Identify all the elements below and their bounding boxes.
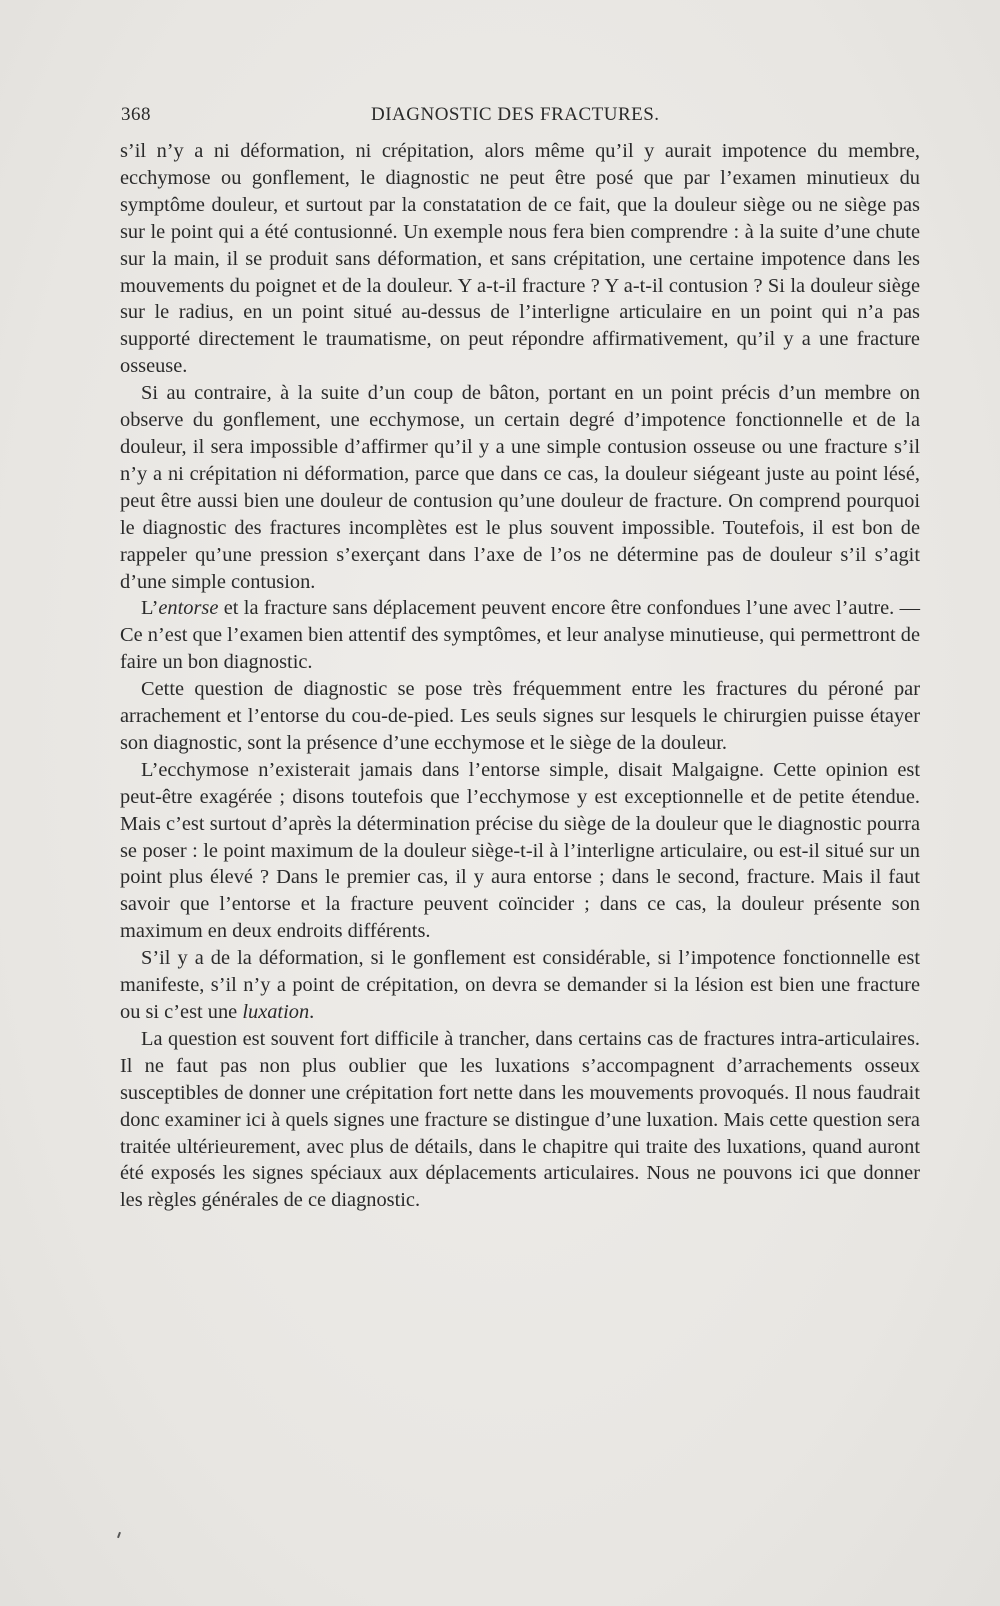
ink-speck: [117, 1532, 121, 1538]
paragraph: s’il n’y a ni déformation, ni crépitation, alors même qu’il y aurait impotence du membre, ecchymose ou gonflement, le diagnostic ne peut être posé que par l’examen minutieux du symptôme douleur, et surtout par la constatation de ce fait, que la douleur siège ou ne siège pas sur le point qui a été contusionné. Un exemple nous fera bien comprendre : à la suite d’une chute sur la main, il se produit sans déformation, et sans crépitation, une certaine impotence dans les mouvements du poignet et de la douleur. Y a-t-il fracture ? Y a-t-il contusion ? Si la douleur siège sur le radius, en un point situé au-dessus de l’interligne articulaire en un point qui n’a pas supporté directement le traumatisme, on peut répondre affirmativement, qu’il y a une fracture osseuse.: [120, 140, 920, 378]
paragraph-text: .: [309, 1001, 315, 1023]
emphasis-term: luxation: [242, 1001, 310, 1023]
running-title: DIAGNOSTIC DES FRACTURES.: [371, 104, 660, 125]
paragraph: Cette question de diagnostic se pose très fréquemment entre les fractures du péroné par arrachement et l’entorse du cou-de-pied. Les seuls signes sur lesquels le chirurgien puisse étayer son diagnostic, sont la présence d’une ecchymose et le siège de la douleur.: [120, 678, 920, 754]
page-header: [121, 104, 921, 128]
paragraph-text: L’: [141, 597, 159, 620]
paragraph-text: S’il y a de la déformation, si le gonflement est considérable, si l’impotence fonctionnelle est manifeste, s’il n’y a point de crépitation, on devra se demander si la lésion est bien une fracture ou si c’est une: [120, 947, 920, 1023]
paragraph-text: et la fracture sans déplacement peuvent encore être confondues l’une avec l’autre. — Ce n’est que l’examen bien attentif des symptômes, et leur analyse minutieuse, qui permettront de faire un bon diagnostic.: [120, 597, 920, 674]
body-text: [120, 138, 920, 1214]
emphasis-term: entorse: [158, 597, 219, 620]
paragraph: [120, 595, 920, 676]
paragraph: L’ecchymose n’existerait jamais dans l’entorse simple, disait Malgaigne. Cette opinion est peut-être exagérée ; disons toutefois que l’ecchymose y est exceptionnelle et de petite étendue. Mais c’est surtout d’après la détermination précise du siège de la douleur que le diagnostic pourra se poser : le point maximum de la douleur siège-t-il à l’interligne articulaire, ou est-il situé sur un point plus élevé ? Dans le premier cas, il y aura entorse ; dans le second, fracture. Mais il faut savoir que l’entorse et la fracture peuvent coïncider ; dans ce cas, la douleur présente son maximum en deux endroits différents.: [120, 758, 920, 943]
paragraph: La question est souvent fort difficile à trancher, dans certains cas de fractures intra-articulaires. Il ne faut pas non plus oublier que les luxations s’accompagnent d’arrachements osseux susceptibles de donner une crépitation fort nette dans les mouvements provoqués. Il nous faudrait donc examiner ici à quels signes une fracture se distingue d’une luxation. Mais cette question sera traitée ultérieurement, avec plus de détails, dans le chapitre qui traite des luxations, quand auront été exposés les signes spéciaux aux déplacements articulaires. Nous ne pouvons ici que donner les règles générales de ce diagnostic.: [120, 1027, 920, 1212]
page-number: 368: [121, 104, 151, 125]
paragraph: Si au contraire, à la suite d’un coup de bâton, portant en un point précis d’un membre on observe du gonflement, une ecchymose, un certain degré d’impotence fonctionnelle et de la douleur, il sera impossible d’affirmer qu’il y a une simple contusion osseuse ou une fracture s’il n’y a ni crépitation ni déformation, parce que dans ce cas, la douleur siégeant juste au point lésé, peut être aussi bien une douleur de contusion qu’une douleur de fracture. On comprend pourquoi le diagnostic des fractures incomplètes est le plus souvent impossible. Toutefois, il est bon de rappeler qu’une pression s’exerçant dans l’axe de l’os ne détermine pas de douleur s’il s’agit d’une simple contusion.: [120, 382, 920, 593]
paragraph: [120, 945, 920, 1026]
